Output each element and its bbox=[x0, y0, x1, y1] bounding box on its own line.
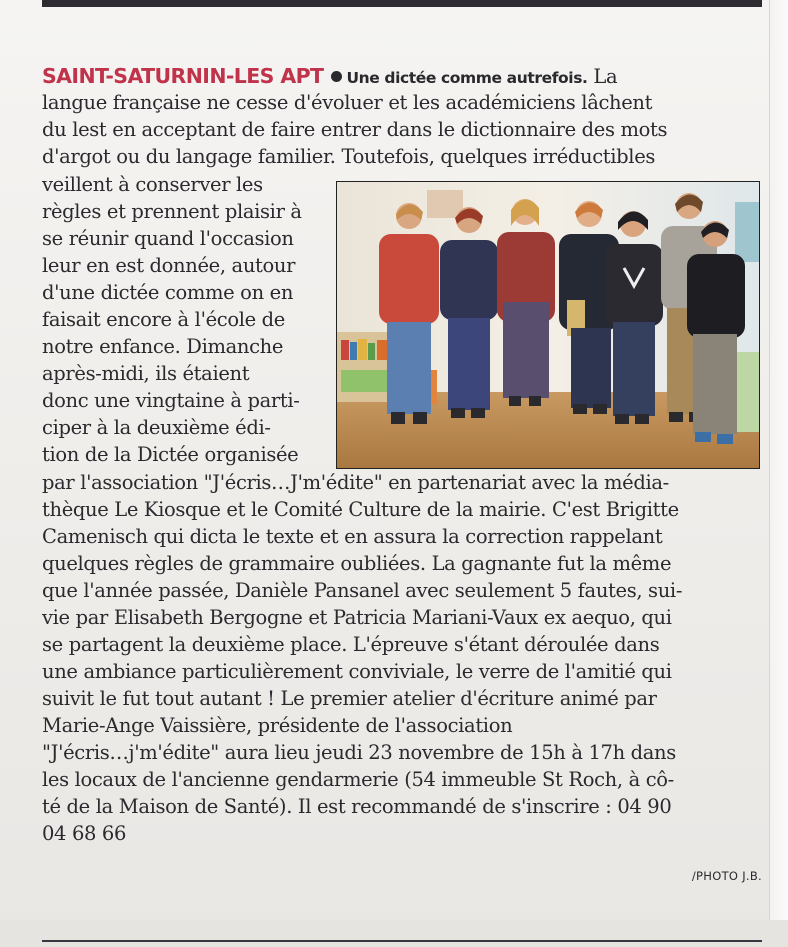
body-text-line: les locaux de l'ancienne gendarmerie (54 immeuble St Roch, à cô- bbox=[42, 768, 674, 791]
body-text-line: thèque Le Kiosque et le Comité Culture de la mairie. C'est Brigitte bbox=[42, 498, 679, 521]
bullet-icon bbox=[331, 71, 342, 82]
body-text-line: Marie-Ange Vaissière, présidente de l'association bbox=[42, 714, 513, 737]
body-text-line: La bbox=[587, 65, 618, 88]
article-location: SAINT-SATURNIN-LES APT bbox=[42, 64, 324, 88]
body-text-line: veillent à conserver les bbox=[42, 173, 263, 196]
body-text-line: "J'écris…j'm'édite" aura lieu jeudi 23 novembre de 15h à 17h dans bbox=[42, 741, 676, 764]
body-text-line: langue française ne cesse d'évoluer et les académiciens lâchent bbox=[42, 91, 653, 114]
paper-edge bbox=[769, 0, 788, 947]
body-text-line: suivit le fut tout autant ! Le premier atelier d'écriture animé par bbox=[42, 687, 657, 710]
body-text-line: d'une dictée comme on en bbox=[42, 281, 294, 304]
body-text-line: tion de la Dictée organisée bbox=[42, 443, 299, 466]
body-text-line: té de la Maison de Santé). Il est recommandé de s'inscrire : 04 90 bbox=[42, 795, 672, 818]
body-text-line: notre enfance. Dimanche bbox=[42, 335, 284, 358]
body-text-line: du lest en acceptant de faire entrer dans le dictionnaire des mots bbox=[42, 118, 668, 141]
body-text-line: vie par Elisabeth Bergogne et Patricia Mariani-Vaux ex aequo, qui bbox=[42, 606, 672, 629]
headline-line bbox=[42, 63, 617, 91]
body-text-line: que l'année passée, Danièle Pansanel avec seulement 5 fautes, sui- bbox=[42, 579, 683, 602]
body-text-line: leur en est donnée, autour bbox=[42, 254, 296, 277]
body-text-line: règles et prennent plaisir à bbox=[42, 200, 302, 223]
body-text-line: après-midi, ils étaient bbox=[42, 362, 250, 385]
body-text-line: se partagent la deuxième place. L'épreuve s'étant déroulée dans bbox=[42, 633, 660, 656]
body-text-line: quelques règles de grammaire oubliées. La gagnante fut la même bbox=[42, 552, 672, 575]
body-text-line: se réunir quand l'occasion bbox=[42, 227, 294, 250]
article-headline: Une dictée comme autrefois. bbox=[346, 69, 588, 87]
top-rule bbox=[42, 0, 762, 7]
body-text-line: donc une vingtaine à parti- bbox=[42, 389, 300, 412]
bottom-strip bbox=[0, 920, 788, 947]
body-text-line: ciper à la deuxième édi- bbox=[42, 416, 271, 439]
body-text-line: une ambiance particulièrement conviviale, le verre de l'amitié qui bbox=[42, 660, 672, 683]
body-text-line: d'argot ou du langage familier. Toutefois, quelques irréductibles bbox=[42, 145, 656, 168]
body-text-line: faisait encore à l'école de bbox=[42, 308, 285, 331]
article-photo bbox=[336, 181, 760, 469]
body-text-line: par l'association "J'écris…J'm'édite" en partenariat avec la média- bbox=[42, 471, 669, 494]
bottom-rule bbox=[42, 940, 762, 942]
body-text-line: Camenisch qui dicta le texte et en assura la correction rappelant bbox=[42, 525, 663, 548]
body-text-line: 04 68 66 bbox=[42, 822, 127, 845]
photo-credit: /PHOTO J.B. bbox=[691, 869, 762, 883]
